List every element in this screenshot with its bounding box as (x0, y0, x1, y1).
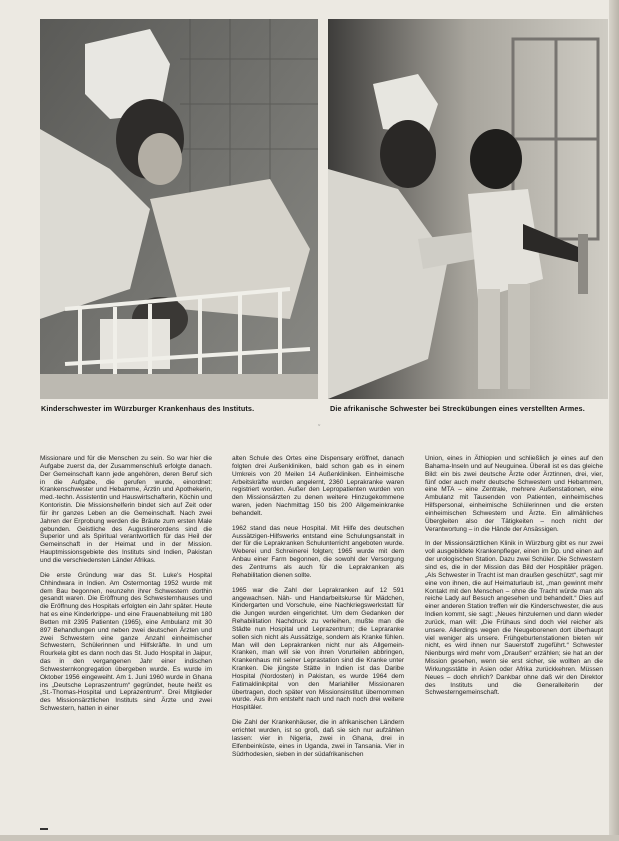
photo-nurse-with-infant-image (40, 19, 318, 399)
photo-nurse-with-child-image (328, 19, 608, 399)
page-number-mark (40, 828, 48, 830)
photo-nurse-with-infant (40, 19, 318, 399)
text-column-3 (425, 455, 603, 704)
paragraph: In der Missionsärztlichen Klinik in Würzburg gibt es nur zwei voll ausgebildete Krankenpfleger, einen im Dp. und einen auf der urologischen Station. Dazu zwei Schüler. Die Schwestern sind es, die in der Mission das Bild der Hospitäler prägen. „Als Schwester in Tracht ist man draußen geschützt“, sagt mir eine von ihnen, die auf Heimaturlaub ist, „man gewinnt mehr Kontakt mit den Menschen – ohne die Tracht würde man als reiche Lady auf Besuch angesehen und behandelt.“ Dies auf einer anderen Station treffen wir die Kinderschwester, die aus Indien kommt, sie sagt: „Neues hinzulernen und dann wieder zurück, man will: „Die Frühaus sind doch viel reicher als unsere. Allerdings wegen die Neugeborenen dort überhaupt viel weniger als unsere. Frühgeburtenstationen bieten wir nicht, es wird ihnen nur Sauerstoff zugeführt.“ Schwester Nienburgs wird mehr vom „Draußen“ erzählen; sie hat an der Mission gesehen, wenn sie erst sicher, sie wollten an die Wirkungsstätte in Asien oder Afrika zurückkehren. Müssen Neues – doch ehrlich? Dankbar ohne daß wir den Direktor des Instituts und die Generalleiterin der Schwesterngemeinschaft. (425, 540, 603, 697)
text-column-1 (40, 455, 212, 720)
scan-bottom-edge (0, 835, 619, 841)
paragraph: 1962 stand das neue Hospital. Mit Hilfe des deutschen Aussätzigen-Hilfswerks entstand eine Schulungsanstalt in der für die Leprakranken Schulunterricht angeboten wurde. Weberei und Schreinerei folgten; 1965 wurde mit dem Anbau einer Farm begonnen, die sowohl der Versorgung des Zentrums als auch für die Leprakranken als Rehabilitation dienen sollte. (232, 524, 404, 579)
paragraph: Die Zahl der Krankenhäuser, die in afrikanischen Ländern errichtet wurden, ist so groß, daß sie sich nur aufzählen lassen: vier in Nigeria, zwei in Ghana, drei in Elfenbeinküste, eines in Uganda, zwei in Tansania. Vier in Südrhodesien, sieben in der südafrikanischen (232, 719, 404, 758)
photo-nurse-with-child (328, 19, 608, 399)
paragraph: alten Schule des Ortes eine Dispensary eröffnet, danach folgten drei Außenkliniken, bald schon gab es in einem Umkreis von 20 Meilen 14 Außenkliniken. Einheimische Arbeitskräfte wurden angelernt, 2360 Leprakranke waren registriert worden. Außer den Lepropatienten wurden von den Missionsärzten zu denen weitere Hinzugekommene waren, jeden Nachmittag 150 bis 200 Allgemeinkranke behandelt. (232, 455, 404, 517)
paragraph: Die erste Gründung war das St. Luke's Hospital Chhindwara in Indien. Am Ostermontag 1952 wurde mit dem Bau begonnen, neunzehn ihrer Schwestern dorthin gesandt waren. Die Eröffnung des Schwesternhauses und die Eröffnung des Hospitals erfolgten ein Jahr später. Heute hat es eine Kinderkrippe- und eine Frauenabteilung mit 180 Betten mit 2395 Patienten (1965), eine Ambulanz mit 30 897 Behandlungen und neben zwei deutschen Ärzten und zwei Schwestern eine ganze Anzahl einheimischer Schwestern, Schülerinnen und Hilfskräfte. In und um Rourkela gibt es dann noch das St. Judo Hospital in Jaipur, das in den vergangenen Jahr einer indischen Schwesternkongregation übergeben wurde. Es wurde im Oktober 1956 eingeweiht. Am 1. Juni 1960 wurde in Ghana ins „Deutsche Lepraszentrum“ gegründet, heute heißt es „St.-Thomas-Hospital und Leprazentrum“. Drei Mitglieder des Missionsärztlichen Instituts sind Ärzte und zwei Schwestern, hatten in einer (40, 571, 212, 713)
paragraph: Missionare und für die Menschen zu sein. So war hier die Aufgabe zuerst da, der Zusammenschluß erfolgte danach. Der Gemeinschaft kann jede angehören, deren Beruf sich in die Aufgabe, die gerufen wurde, einordnet: Krankenschwester und Hebamme, Ärztin und Apothekerin, med.-techn. Assistentin und Hauswirtschafterin, Köchin und Kontoristin. Die Missionshelferin bindet sich auf Zeit oder für ihr ganzes Leben an die Gemeinschaft. Nach zwei Jahren der Erprobung werden die Bräute zum ersten Male gebunden. Geistliche des Augustinerordens sind die Superior und als Spiritual verantwortlich für das Heil der Gemeinschaft in der Heimat und in der Mission. Hauptmissionsgebiete des Instituts sind Indien, Pakistan und die verschiedensten Länder Afrikas. (40, 455, 212, 564)
text-column-2 (232, 455, 404, 765)
caption-left: Kinderschwester im Würzburger Krankenhaus des Instituts. (41, 404, 255, 413)
gutter-mark: ˇ (318, 425, 321, 432)
paragraph: 1965 war die Zahl der Leprakranken auf 12 591 angewachsen. Näh- und Handarbeitskurse für Mädchen, Kindergarten und Vorschule, eine Nachkriegswerkstatt für die Jungen wurden eingerichtet. Um dem Gedanken der Rehabilitation Nachdruck zu verleihen, mußte man die Städte nun Hospital und Leprazentrum; die Lepraranke sollen sich nicht als Aussätzige, sondern als Kranke fühlen. Man will den Leprakranken nicht nur als Allgemein-Kranken, man will sie von ihren Vorurteilen abbringen, Krankenhaus mit seiner Leprastation sind die Kranke unter Kranken. Die jüngste Stätte in Indien ist das Daribe Hospital (Nordosten) in Pakistan, es wurde 1964 dem Fatimaklinikpital von den Mariahiller Missionaren übertragen, doch später von Missionsinstitut übernommen wurde. Aus ihm entsteht nach und nach noch drei weitere Hospitäler. (232, 586, 404, 712)
caption-right: Die afrikanische Schwester bei Streckübungen eines verstellten Armes. (330, 404, 585, 413)
scan-edge (609, 0, 619, 841)
paragraph: Union, eines in Äthiopien und schließlich je eines auf den Bahama-Inseln und auf Neuguinea. Überall ist es das gleiche Bild: ein bis zwei deutsche Ärzte oder Ärztinnen, drei, vier, fünf oder auch mehr deutsche Schwestern und Hebammen, eine MTA – eine Zentrale, mehrere Außenstationen, eine Ambulanz mit Tausenden von Patienten, einheimisches Hilfspersonal, einheimische Schülerinnen und die ersten einheimischen Schwestern und Ärzte. Ein allmähliches Übergleiten also der Tätigkeiten – noch nicht der Verantwortung – in die Hände der Ansässigen. (425, 455, 603, 533)
